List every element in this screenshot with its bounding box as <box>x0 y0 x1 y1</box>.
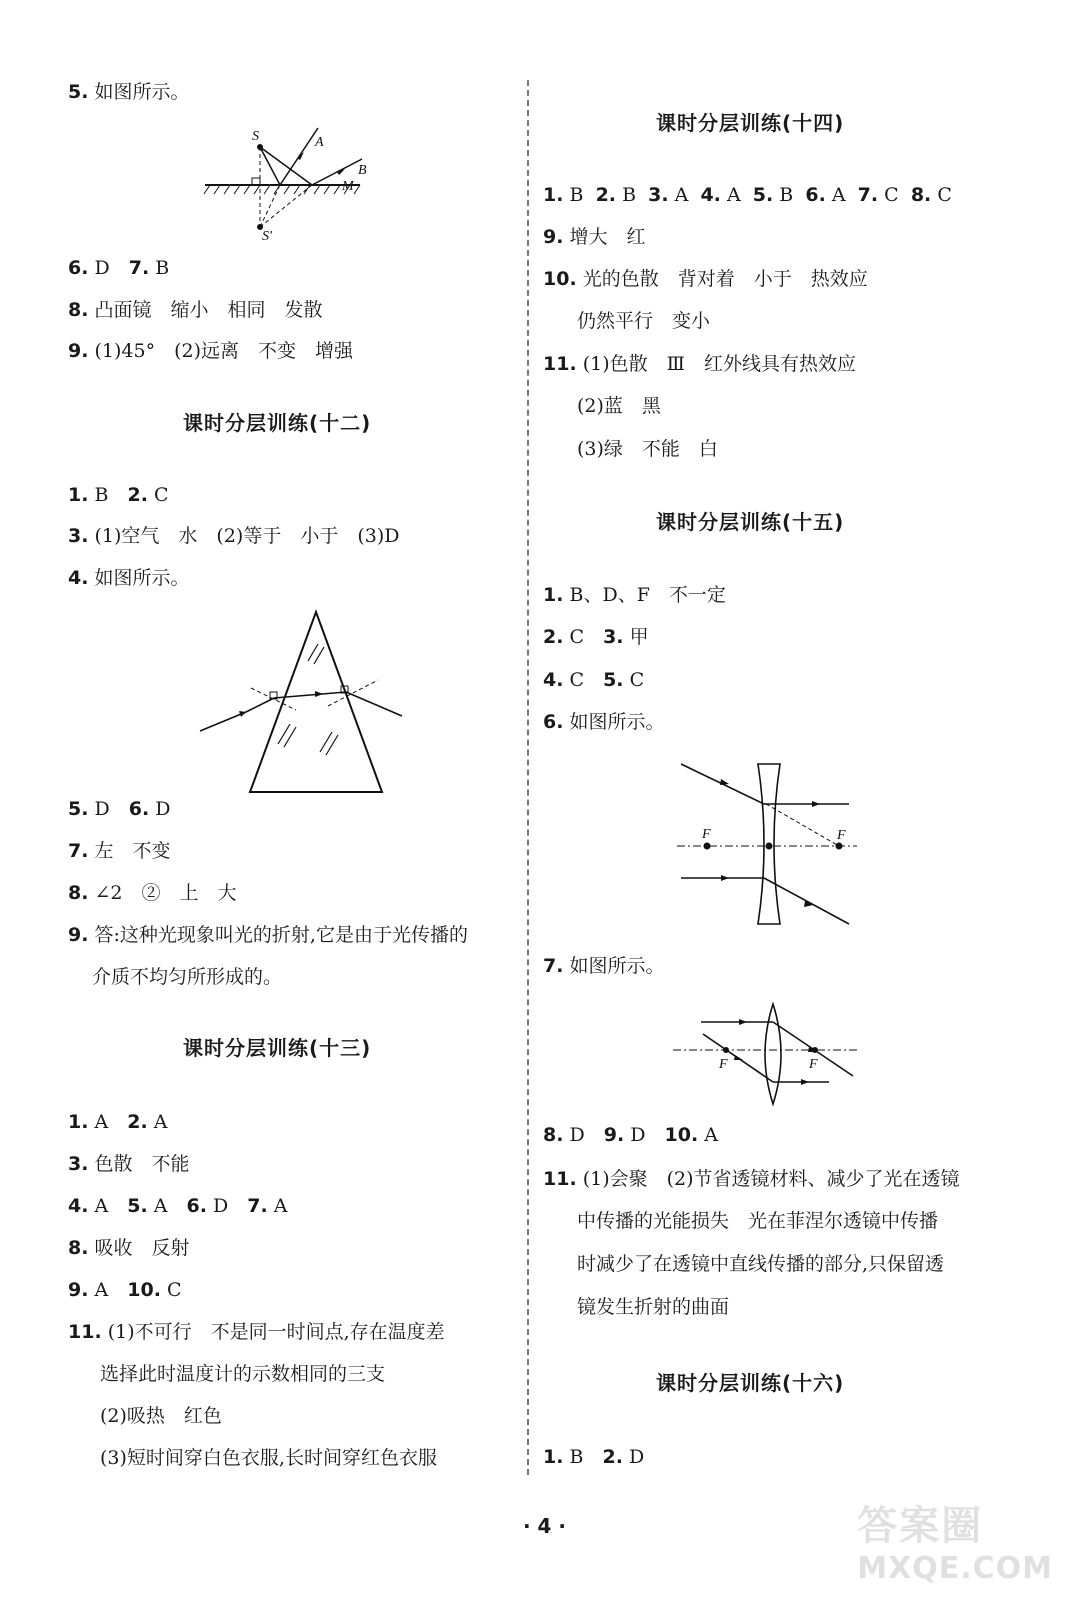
s12-answer-8: 8. ∠2 ② 上 大 <box>68 882 237 904</box>
s15-answer-8-10: 8. D 9. D 10. A <box>543 1124 718 1146</box>
s14-answer-10: 10. 光的色散 背对着 小于 热效应 <box>543 268 868 290</box>
svg-text:M: M <box>342 179 354 194</box>
s15-answer-4-5: 4. C 5. C <box>543 669 645 691</box>
section-heading-16: 课时分层训练(十六) <box>656 1371 845 1395</box>
section-heading-13: 课时分层训练(十三) <box>183 1036 372 1060</box>
s12-answer-4: 4. 如图所示。 <box>68 567 190 589</box>
svg-text:B: B <box>358 163 367 178</box>
prism-refraction-diagram <box>196 606 406 796</box>
s12-answer-7: 7. 左 不变 <box>68 840 171 862</box>
s15-answer-1: 1. B、D、F 不一定 <box>543 584 726 606</box>
s13-answer-11-line2: 选择此时温度计的示数相同的三支 <box>100 1363 386 1385</box>
s14-answer-10-continued: 仍然平行 变小 <box>577 310 711 332</box>
section-heading-14: 课时分层训练(十四) <box>656 111 845 135</box>
s14-answer-1-8: 1. B 2. B 3. A 4. A 5. B 6. A 7. C 8. C <box>543 184 952 206</box>
s13-answer-11-line3: (2)吸热 红色 <box>100 1405 222 1427</box>
s12-answer-1-2: 1. B 2. C <box>68 484 169 506</box>
s12-answer-9: 9. 答:这种光现象叫光的折射,它是由于光传播的 <box>68 924 468 946</box>
s15-answer-2-3: 2. C 3. 甲 <box>543 626 649 648</box>
answer-8: 8. 凸面镜 缩小 相同 发散 <box>68 299 323 321</box>
svg-text:S: S <box>252 129 259 144</box>
svg-text:S': S' <box>262 229 272 244</box>
svg-text:F: F <box>837 828 846 843</box>
section-heading-15: 课时分层训练(十五) <box>656 510 845 534</box>
s15-answer-11-line4: 镜发生折射的曲面 <box>577 1296 730 1318</box>
s14-answer-9: 9. 增大 红 <box>543 226 646 248</box>
page-number: · 4 · <box>522 1514 567 1538</box>
svg-text:F: F <box>719 1057 728 1072</box>
s15-answer-11: 11. (1)会聚 (2)节省透镜材料、减少了光在透镜 <box>543 1168 960 1190</box>
answer-9: 9. (1)45° (2)远离 不变 增强 <box>68 340 354 362</box>
convex-lens-diagram <box>671 1000 861 1110</box>
answer-5: 5. 如图所示。 <box>68 81 190 103</box>
s15-answer-11-line3: 时减少了在透镜中直线传播的部分,只保留透 <box>577 1253 945 1275</box>
column-divider <box>527 80 529 1475</box>
s12-answer-3: 3. (1)空气 水 (2)等于 小于 (3)D <box>68 525 400 547</box>
mirror-reflection-diagram <box>200 122 380 242</box>
s15-answer-7: 7. 如图所示。 <box>543 955 665 977</box>
site-watermark <box>857 1494 1053 1586</box>
svg-text:F: F <box>702 827 711 842</box>
s15-answer-6: 6. 如图所示。 <box>543 711 665 733</box>
answer-6-7: 6. D 7. B <box>68 257 170 279</box>
svg-text:F: F <box>809 1057 818 1072</box>
s14-answer-11-line3: (3)绿 不能 白 <box>577 438 718 460</box>
s12-answer-5-6: 5. D 6. D <box>68 798 171 820</box>
concave-lens-diagram <box>677 762 857 928</box>
s13-answer-8: 8. 吸收 反射 <box>68 1237 190 1259</box>
svg-text:A: A <box>315 135 324 150</box>
s12-answer-9-continued: 介质不均匀所形成的。 <box>92 966 283 988</box>
s13-answer-1-2: 1. A 2. A <box>68 1111 168 1133</box>
s13-answer-3: 3. 色散 不能 <box>68 1153 190 1175</box>
s13-answer-11-line4: (3)短时间穿白色衣服,长时间穿红色衣服 <box>100 1447 437 1469</box>
s15-answer-11-line2: 中传播的光能损失 光在菲涅尔透镜中传播 <box>577 1210 939 1232</box>
section-heading-12: 课时分层训练(十二) <box>183 411 372 435</box>
s13-answer-9-10: 9. A 10. C <box>68 1279 182 1301</box>
s16-answer-1-2: 1. B 2. D <box>543 1446 645 1468</box>
s14-answer-11: 11. (1)色散 Ⅲ 红外线具有热效应 <box>543 353 856 375</box>
s14-answer-11-line2: (2)蓝 黑 <box>577 395 661 417</box>
watermark-url: MXQE.COM <box>857 1551 1053 1586</box>
watermark-logo-text: 答案圈 <box>857 1503 984 1549</box>
s13-answer-4-7: 4. A 5. A 6. D 7. A <box>68 1195 288 1217</box>
s13-answer-11: 11. (1)不可行 不是同一时间点,存在温度差 <box>68 1321 445 1343</box>
